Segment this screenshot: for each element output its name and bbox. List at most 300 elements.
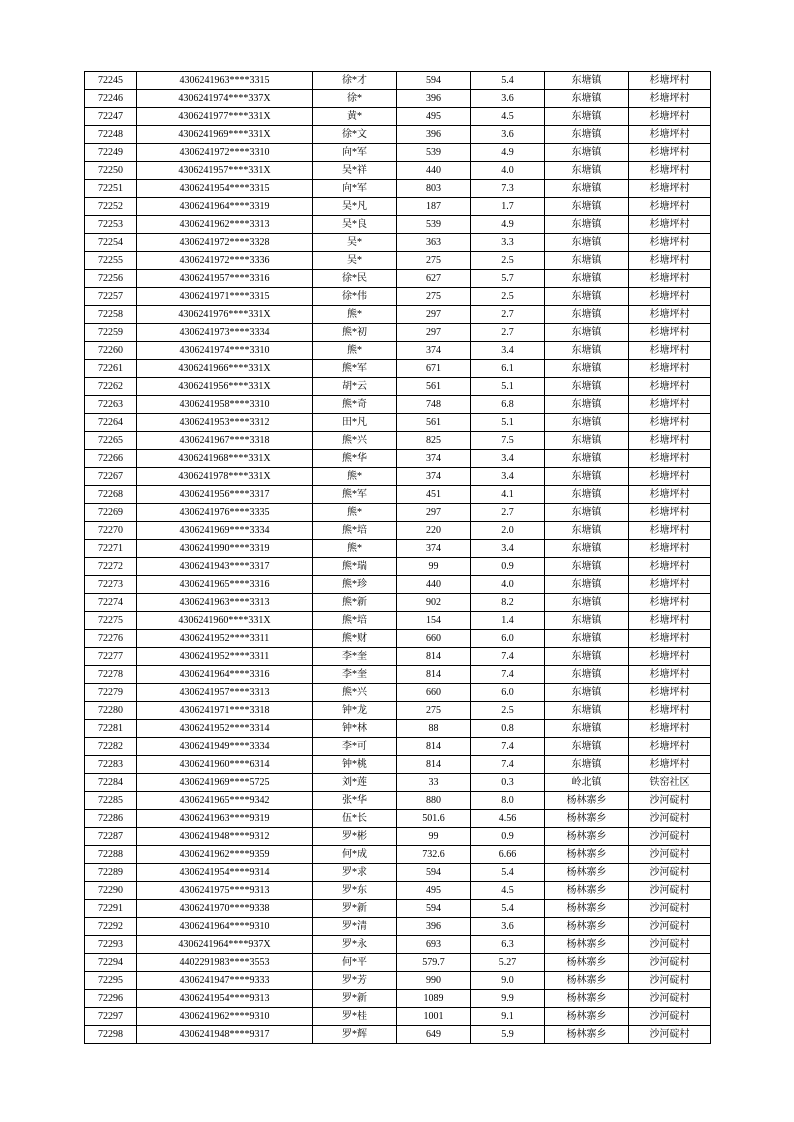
table-cell-rate: 3.6	[471, 126, 545, 144]
table-cell-sequence-number: 72281	[85, 720, 137, 738]
table-cell-town: 东塘镇	[545, 198, 629, 216]
table-cell-person-name-masked: 钟*林	[313, 720, 397, 738]
table-cell-person-name-masked: 徐*	[313, 90, 397, 108]
table-row	[85, 126, 711, 144]
table-cell-person-name-masked: 熊*	[313, 342, 397, 360]
table-row	[85, 972, 711, 990]
table-cell-town: 杨林寨乡	[545, 792, 629, 810]
table-cell-rate: 2.7	[471, 324, 545, 342]
table-cell-village: 沙河碇村	[629, 864, 711, 882]
table-cell-town: 东塘镇	[545, 162, 629, 180]
table-cell-person-name-masked: 罗*芳	[313, 972, 397, 990]
table-cell-town: 东塘镇	[545, 576, 629, 594]
table-cell-amount: 748	[397, 396, 471, 414]
table-cell-village: 杉塘坪村	[629, 666, 711, 684]
table-cell-person-name-masked: 熊*华	[313, 450, 397, 468]
table-cell-town: 杨林寨乡	[545, 954, 629, 972]
table-cell-rate: 0.3	[471, 774, 545, 792]
table-cell-rate: 4.56	[471, 810, 545, 828]
table-cell-id-number-masked: 4306241948****9317	[137, 1026, 313, 1044]
table-cell-person-name-masked: 罗*求	[313, 864, 397, 882]
table-cell-amount: 902	[397, 594, 471, 612]
table-cell-sequence-number: 72292	[85, 918, 137, 936]
table-row	[85, 594, 711, 612]
table-row	[85, 792, 711, 810]
table-cell-person-name-masked: 向*军	[313, 144, 397, 162]
table-cell-sequence-number: 72262	[85, 378, 137, 396]
table-cell-sequence-number: 72270	[85, 522, 137, 540]
table-cell-person-name-masked: 钟*桃	[313, 756, 397, 774]
table-cell-amount: 297	[397, 504, 471, 522]
table-cell-village: 杉塘坪村	[629, 504, 711, 522]
table-cell-id-number-masked: 4306241976****331X	[137, 306, 313, 324]
table-cell-id-number-masked: 4306241978****331X	[137, 468, 313, 486]
table-cell-rate: 6.66	[471, 846, 545, 864]
table-cell-village: 杉塘坪村	[629, 234, 711, 252]
table-cell-village: 杉塘坪村	[629, 648, 711, 666]
table-cell-amount: 88	[397, 720, 471, 738]
table-cell-town: 东塘镇	[545, 126, 629, 144]
table-cell-id-number-masked: 4306241964****3316	[137, 666, 313, 684]
table-cell-person-name-masked: 徐*文	[313, 126, 397, 144]
table-cell-person-name-masked: 罗*辉	[313, 1026, 397, 1044]
table-cell-town: 杨林寨乡	[545, 828, 629, 846]
table-cell-person-name-masked: 徐*伟	[313, 288, 397, 306]
table-cell-id-number-masked: 4306241964****9310	[137, 918, 313, 936]
table-cell-amount: 880	[397, 792, 471, 810]
table-cell-amount: 297	[397, 324, 471, 342]
table-cell-town: 杨林寨乡	[545, 936, 629, 954]
table-row	[85, 666, 711, 684]
table-row	[85, 864, 711, 882]
table-cell-person-name-masked: 熊*培	[313, 612, 397, 630]
table-cell-village: 沙河碇村	[629, 1008, 711, 1026]
table-cell-person-name-masked: 熊*珍	[313, 576, 397, 594]
table-cell-town: 东塘镇	[545, 396, 629, 414]
table-cell-village: 杉塘坪村	[629, 180, 711, 198]
table-cell-id-number-masked: 4306241952****3311	[137, 648, 313, 666]
table-cell-sequence-number: 72297	[85, 1008, 137, 1026]
table-cell-amount: 814	[397, 756, 471, 774]
table-cell-rate: 1.4	[471, 612, 545, 630]
table-cell-sequence-number: 72284	[85, 774, 137, 792]
table-cell-town: 东塘镇	[545, 90, 629, 108]
table-cell-amount: 1089	[397, 990, 471, 1008]
table-body	[85, 72, 711, 1044]
table-cell-person-name-masked: 熊*瑞	[313, 558, 397, 576]
table-cell-amount: 501.6	[397, 810, 471, 828]
table-cell-village: 杉塘坪村	[629, 72, 711, 90]
table-cell-id-number-masked: 4306241954****3315	[137, 180, 313, 198]
table-cell-amount: 374	[397, 540, 471, 558]
table-cell-village: 杉塘坪村	[629, 738, 711, 756]
table-cell-amount: 363	[397, 234, 471, 252]
table-cell-village: 杉塘坪村	[629, 486, 711, 504]
table-row	[85, 1008, 711, 1026]
table-cell-id-number-masked: 4306241948****9312	[137, 828, 313, 846]
table-cell-town: 杨林寨乡	[545, 918, 629, 936]
table-cell-town: 杨林寨乡	[545, 882, 629, 900]
table-cell-town: 东塘镇	[545, 468, 629, 486]
table-cell-amount: 440	[397, 576, 471, 594]
table-cell-town: 东塘镇	[545, 522, 629, 540]
table-cell-id-number-masked: 4306241962****3313	[137, 216, 313, 234]
table-cell-sequence-number: 72274	[85, 594, 137, 612]
table-cell-amount: 539	[397, 216, 471, 234]
table-cell-person-name-masked: 熊*	[313, 540, 397, 558]
table-cell-id-number-masked: 4306241954****9313	[137, 990, 313, 1008]
table-cell-rate: 2.7	[471, 306, 545, 324]
table-cell-sequence-number: 72249	[85, 144, 137, 162]
table-cell-town: 东塘镇	[545, 342, 629, 360]
table-cell-person-name-masked: 胡*云	[313, 378, 397, 396]
table-cell-person-name-masked: 黄*	[313, 108, 397, 126]
table-cell-sequence-number: 72256	[85, 270, 137, 288]
table-cell-town: 东塘镇	[545, 324, 629, 342]
table-cell-person-name-masked: 熊*培	[313, 522, 397, 540]
table-cell-id-number-masked: 4306241966****331X	[137, 360, 313, 378]
table-row	[85, 846, 711, 864]
table-cell-id-number-masked: 4402291983****3553	[137, 954, 313, 972]
table-cell-village: 杉塘坪村	[629, 378, 711, 396]
table-cell-id-number-masked: 4306241960****331X	[137, 612, 313, 630]
table-cell-id-number-masked: 4306241968****331X	[137, 450, 313, 468]
table-cell-person-name-masked: 吴*凡	[313, 198, 397, 216]
table-cell-rate: 7.4	[471, 738, 545, 756]
table-cell-rate: 2.0	[471, 522, 545, 540]
table-cell-town: 东塘镇	[545, 216, 629, 234]
table-row	[85, 522, 711, 540]
table-cell-village: 沙河碇村	[629, 792, 711, 810]
table-cell-sequence-number: 72283	[85, 756, 137, 774]
table-row	[85, 198, 711, 216]
table-cell-sequence-number: 72276	[85, 630, 137, 648]
table-cell-village: 沙河碇村	[629, 990, 711, 1008]
table-cell-rate: 3.4	[471, 468, 545, 486]
table-cell-sequence-number: 72298	[85, 1026, 137, 1044]
table-cell-id-number-masked: 4306241971****3318	[137, 702, 313, 720]
table-cell-id-number-masked: 4306241969****3334	[137, 522, 313, 540]
table-cell-sequence-number: 72286	[85, 810, 137, 828]
table-cell-person-name-masked: 罗*新	[313, 990, 397, 1008]
table-cell-village: 杉塘坪村	[629, 162, 711, 180]
table-row	[85, 252, 711, 270]
table-cell-town: 杨林寨乡	[545, 972, 629, 990]
table-cell-town: 杨林寨乡	[545, 1026, 629, 1044]
table-cell-id-number-masked: 4306241957****3313	[137, 684, 313, 702]
table-cell-town: 杨林寨乡	[545, 1008, 629, 1026]
table-cell-amount: 660	[397, 630, 471, 648]
table-cell-rate: 0.9	[471, 558, 545, 576]
table-cell-rate: 6.3	[471, 936, 545, 954]
table-row	[85, 306, 711, 324]
table-cell-id-number-masked: 4306241990****3319	[137, 540, 313, 558]
table-cell-rate: 2.5	[471, 252, 545, 270]
table-cell-person-name-masked: 张*华	[313, 792, 397, 810]
table-cell-village: 杉塘坪村	[629, 702, 711, 720]
table-cell-rate: 3.3	[471, 234, 545, 252]
table-cell-sequence-number: 72295	[85, 972, 137, 990]
table-cell-town: 东塘镇	[545, 414, 629, 432]
table-cell-village: 沙河碇村	[629, 810, 711, 828]
table-cell-id-number-masked: 4306241963****3313	[137, 594, 313, 612]
table-cell-amount: 495	[397, 108, 471, 126]
table-cell-rate: 3.6	[471, 90, 545, 108]
table-row	[85, 396, 711, 414]
table-cell-sequence-number: 72257	[85, 288, 137, 306]
table-row	[85, 432, 711, 450]
table-cell-sequence-number: 72247	[85, 108, 137, 126]
table-cell-id-number-masked: 4306241974****3310	[137, 342, 313, 360]
table-cell-sequence-number: 72246	[85, 90, 137, 108]
table-cell-id-number-masked: 4306241977****331X	[137, 108, 313, 126]
table-cell-id-number-masked: 4306241962****9359	[137, 846, 313, 864]
table-cell-rate: 5.9	[471, 1026, 545, 1044]
table-cell-id-number-masked: 4306241974****337X	[137, 90, 313, 108]
table-cell-town: 东塘镇	[545, 720, 629, 738]
table-cell-village: 沙河碇村	[629, 1026, 711, 1044]
table-cell-amount: 220	[397, 522, 471, 540]
table-cell-sequence-number: 72264	[85, 414, 137, 432]
table-cell-village: 杉塘坪村	[629, 468, 711, 486]
table-cell-town: 东塘镇	[545, 450, 629, 468]
table-cell-town: 东塘镇	[545, 630, 629, 648]
table-cell-amount: 627	[397, 270, 471, 288]
table-row	[85, 108, 711, 126]
table-cell-sequence-number: 72248	[85, 126, 137, 144]
table-cell-person-name-masked: 罗*东	[313, 882, 397, 900]
table-cell-sequence-number: 72282	[85, 738, 137, 756]
table-cell-person-name-masked: 熊*	[313, 306, 397, 324]
table-cell-id-number-masked: 4306241964****937X	[137, 936, 313, 954]
table-cell-village: 杉塘坪村	[629, 432, 711, 450]
table-cell-person-name-masked: 熊*	[313, 468, 397, 486]
table-cell-sequence-number: 72272	[85, 558, 137, 576]
table-row	[85, 468, 711, 486]
table-cell-person-name-masked: 熊*	[313, 504, 397, 522]
table-cell-sequence-number: 72288	[85, 846, 137, 864]
table-cell-town: 东塘镇	[545, 234, 629, 252]
table-cell-id-number-masked: 4306241964****3319	[137, 198, 313, 216]
table-cell-village: 沙河碇村	[629, 828, 711, 846]
table-cell-amount: 374	[397, 450, 471, 468]
table-cell-sequence-number: 72285	[85, 792, 137, 810]
table-cell-sequence-number: 72260	[85, 342, 137, 360]
table-cell-sequence-number: 72278	[85, 666, 137, 684]
table-cell-amount: 579.7	[397, 954, 471, 972]
table-cell-village: 杉塘坪村	[629, 252, 711, 270]
table-cell-town: 东塘镇	[545, 378, 629, 396]
table-cell-person-name-masked: 罗*彬	[313, 828, 397, 846]
table-cell-town: 东塘镇	[545, 702, 629, 720]
table-row	[85, 504, 711, 522]
table-row	[85, 342, 711, 360]
table-cell-sequence-number: 72287	[85, 828, 137, 846]
table-row	[85, 774, 711, 792]
table-cell-village: 杉塘坪村	[629, 306, 711, 324]
table-cell-village: 杉塘坪村	[629, 576, 711, 594]
table-cell-person-name-masked: 熊*财	[313, 630, 397, 648]
table-cell-amount: 275	[397, 288, 471, 306]
table-cell-amount: 539	[397, 144, 471, 162]
table-cell-town: 东塘镇	[545, 504, 629, 522]
table-cell-id-number-masked: 4306241962****9310	[137, 1008, 313, 1026]
table-cell-rate: 9.1	[471, 1008, 545, 1026]
table-cell-sequence-number: 72261	[85, 360, 137, 378]
table-cell-rate: 5.4	[471, 72, 545, 90]
table-cell-village: 杉塘坪村	[629, 414, 711, 432]
table-cell-person-name-masked: 熊*奇	[313, 396, 397, 414]
table-cell-amount: 825	[397, 432, 471, 450]
table-row	[85, 324, 711, 342]
table-row	[85, 234, 711, 252]
table-cell-sequence-number: 72289	[85, 864, 137, 882]
table-row	[85, 828, 711, 846]
table-cell-amount: 275	[397, 702, 471, 720]
table-row	[85, 486, 711, 504]
table-cell-village: 沙河碇村	[629, 936, 711, 954]
table-cell-village: 杉塘坪村	[629, 360, 711, 378]
table-cell-village: 杉塘坪村	[629, 450, 711, 468]
table-cell-village: 杉塘坪村	[629, 558, 711, 576]
table-row	[85, 738, 711, 756]
table-row	[85, 180, 711, 198]
table-cell-person-name-masked: 吴*良	[313, 216, 397, 234]
table-cell-person-name-masked: 吴*	[313, 252, 397, 270]
table-cell-town: 东塘镇	[545, 306, 629, 324]
table-cell-village: 杉塘坪村	[629, 216, 711, 234]
table-cell-rate: 6.1	[471, 360, 545, 378]
table-cell-person-name-masked: 罗*桂	[313, 1008, 397, 1026]
table-row	[85, 162, 711, 180]
table-cell-id-number-masked: 4306241965****3316	[137, 576, 313, 594]
table-cell-rate: 2.5	[471, 288, 545, 306]
table-cell-amount: 990	[397, 972, 471, 990]
table-cell-amount: 275	[397, 252, 471, 270]
table-cell-sequence-number: 72266	[85, 450, 137, 468]
table-cell-person-name-masked: 李*奎	[313, 666, 397, 684]
table-cell-amount: 594	[397, 900, 471, 918]
table-cell-amount: 495	[397, 882, 471, 900]
table-cell-amount: 814	[397, 738, 471, 756]
table-cell-village: 杉塘坪村	[629, 126, 711, 144]
table-row	[85, 882, 711, 900]
table-cell-town: 东塘镇	[545, 486, 629, 504]
table-cell-town: 东塘镇	[545, 684, 629, 702]
table-cell-sequence-number: 72280	[85, 702, 137, 720]
table-cell-id-number-masked: 4306241943****3317	[137, 558, 313, 576]
table-cell-id-number-masked: 4306241952****3314	[137, 720, 313, 738]
table-cell-sequence-number: 72290	[85, 882, 137, 900]
table-cell-town: 东塘镇	[545, 648, 629, 666]
table-row	[85, 540, 711, 558]
table-row	[85, 360, 711, 378]
table-row	[85, 270, 711, 288]
table-cell-rate: 9.9	[471, 990, 545, 1008]
table-cell-rate: 4.5	[471, 882, 545, 900]
table-cell-id-number-masked: 4306241954****9314	[137, 864, 313, 882]
table-cell-rate: 3.4	[471, 540, 545, 558]
table-row	[85, 990, 711, 1008]
table-cell-sequence-number: 72259	[85, 324, 137, 342]
table-cell-amount: 594	[397, 864, 471, 882]
table-cell-town: 东塘镇	[545, 360, 629, 378]
table-cell-village: 杉塘坪村	[629, 720, 711, 738]
table-cell-town: 东塘镇	[545, 72, 629, 90]
table-cell-id-number-masked: 4306241949****3334	[137, 738, 313, 756]
table-row	[85, 558, 711, 576]
table-cell-rate: 4.1	[471, 486, 545, 504]
table-cell-town: 杨林寨乡	[545, 810, 629, 828]
table-cell-person-name-masked: 田*凡	[313, 414, 397, 432]
table-cell-rate: 3.6	[471, 918, 545, 936]
table-cell-amount: 1001	[397, 1008, 471, 1026]
table-cell-town: 东塘镇	[545, 612, 629, 630]
table-cell-town: 岭北镇	[545, 774, 629, 792]
table-cell-village: 杉塘坪村	[629, 324, 711, 342]
table-cell-person-name-masked: 吴*	[313, 234, 397, 252]
table-cell-sequence-number: 72254	[85, 234, 137, 252]
table-cell-rate: 8.2	[471, 594, 545, 612]
table-cell-person-name-masked: 徐*民	[313, 270, 397, 288]
table-cell-sequence-number: 72267	[85, 468, 137, 486]
table-cell-town: 杨林寨乡	[545, 900, 629, 918]
table-cell-sequence-number: 72296	[85, 990, 137, 1008]
table-cell-amount: 671	[397, 360, 471, 378]
table-cell-village: 沙河碇村	[629, 846, 711, 864]
table-cell-rate: 7.4	[471, 666, 545, 684]
table-row	[85, 612, 711, 630]
table-cell-person-name-masked: 钟*龙	[313, 702, 397, 720]
table-row	[85, 918, 711, 936]
table-cell-town: 杨林寨乡	[545, 990, 629, 1008]
table-row	[85, 288, 711, 306]
table-cell-person-name-masked: 李*奎	[313, 648, 397, 666]
table-cell-person-name-masked: 熊*初	[313, 324, 397, 342]
table-cell-id-number-masked: 4306241976****3335	[137, 504, 313, 522]
table-cell-village: 杉塘坪村	[629, 288, 711, 306]
table-cell-village: 沙河碇村	[629, 972, 711, 990]
table-cell-rate: 4.5	[471, 108, 545, 126]
table-row	[85, 810, 711, 828]
table-cell-amount: 561	[397, 378, 471, 396]
table-cell-sequence-number: 72253	[85, 216, 137, 234]
table-cell-village: 杉塘坪村	[629, 198, 711, 216]
table-cell-rate: 4.0	[471, 576, 545, 594]
table-cell-person-name-masked: 熊*兴	[313, 432, 397, 450]
table-cell-town: 东塘镇	[545, 144, 629, 162]
table-cell-person-name-masked: 罗*新	[313, 900, 397, 918]
table-cell-village: 铁窑社区	[629, 774, 711, 792]
table-row	[85, 414, 711, 432]
table-cell-id-number-masked: 4306241967****3318	[137, 432, 313, 450]
table-cell-town: 东塘镇	[545, 252, 629, 270]
table-cell-rate: 0.8	[471, 720, 545, 738]
table-cell-id-number-masked: 4306241970****9338	[137, 900, 313, 918]
table-cell-id-number-masked: 4306241972****3310	[137, 144, 313, 162]
table-cell-sequence-number: 72277	[85, 648, 137, 666]
table-cell-town: 东塘镇	[545, 108, 629, 126]
table-cell-id-number-masked: 4306241953****3312	[137, 414, 313, 432]
table-cell-sequence-number: 72258	[85, 306, 137, 324]
table-cell-sequence-number: 72291	[85, 900, 137, 918]
table-cell-id-number-masked: 4306241963****9319	[137, 810, 313, 828]
table-cell-person-name-masked: 向*军	[313, 180, 397, 198]
table-cell-amount: 33	[397, 774, 471, 792]
table-cell-id-number-masked: 4306241969****331X	[137, 126, 313, 144]
table-cell-sequence-number: 72279	[85, 684, 137, 702]
table-cell-amount: 297	[397, 306, 471, 324]
